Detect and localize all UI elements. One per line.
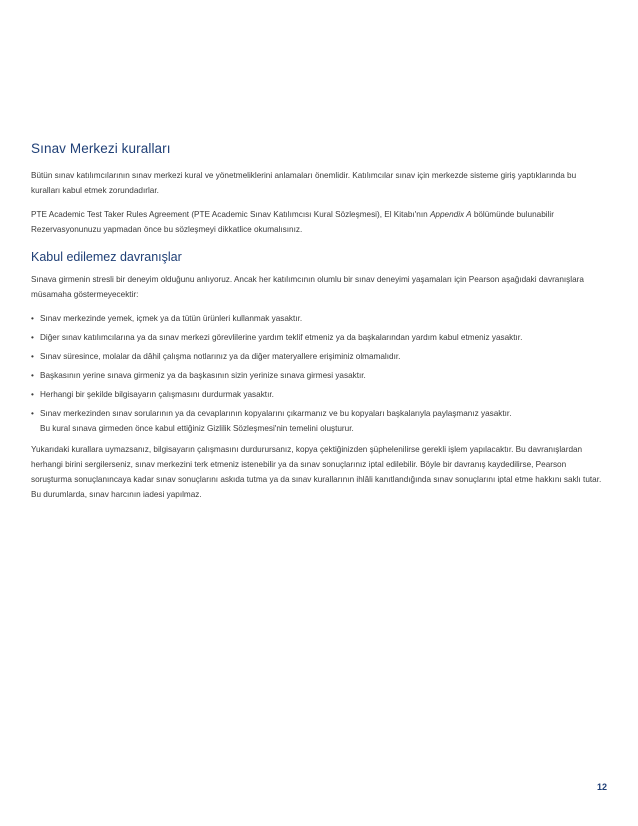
rules-list <box>31 311 603 436</box>
consequences-paragraph: Yukarıdaki kurallara uymazsanız, bilgisayarın çalışmasını durdurursanız, kopya çektiğinizden şüphelenilirse gerekli işlem yapılacaktır. Bu davranışlardan herhangi birini sergilerseniz, sınav merkezini terk etmeniz istenebilir ya da sınav sonuçlarınız iptal edilebilir. Böyle bir davranış kaydedilirse, Pearson soruşturma sonuçlanıncaya kadar sınav sonuçlarını askıda tutma ya da sınav kurallarının ihlâli kanıtlandığında sınav sonuçlarını iptal etme hakkını saklı tutar. Bu durumlarda, sınav harcının iadesi yapılmaz. <box>31 445 602 499</box>
rule-note: Bu kural sınava girmeden önce kabul ettiğiniz Gizlilik Sözleşmesi'nin temelini oluşturur. <box>40 424 354 433</box>
rule-text: Sınav süresince, molalar da dâhil çalışma notlarınız ya da diğer materyallere erişiminiz olmamalıdır. <box>40 352 401 361</box>
rule-item <box>31 311 603 326</box>
bullet-icon: • <box>31 390 34 399</box>
bullet-icon: • <box>31 352 34 361</box>
rule-item <box>31 330 603 345</box>
intro-paragraph: Bütün sınav katılımcılarının sınav merkezi kural ve yönetmeliklerini anlamaları önemlidir. Katılımcılar sınav için merkezde sisteme giriş yaptıklarında bu kuralları kabul etmek zorundadırlar. <box>31 171 577 195</box>
rule-text: Diğer sınav katılımcılarına ya da sınav merkezi görevlilerine yardım teklif etmeniz ya da başkalarından yardım kabul etmeniz yasaktır. <box>40 333 523 342</box>
agreement-paragraph <box>31 207 603 237</box>
rule-text: Herhangi bir şekilde bilgisayarın çalışmasını durdurmak yasaktır. <box>40 390 274 399</box>
rule-item <box>31 368 603 383</box>
bullet-icon: • <box>31 371 34 380</box>
page-content <box>31 141 603 511</box>
behavior-intro-paragraph: Sınava girmenin stresli bir deneyim olduğunu anlıyoruz. Ancak her katılımcının olumlu bir sınav deneyimi yaşamaları için Pearson aşağıdaki davranışlara müsamaha göstermeyecektir: <box>31 275 584 299</box>
agreement-text-before: PTE Academic Test Taker Rules Agreement (PTE Academic Sınav Katılımcısı Kural Sözleşmesi), El Kitabı'nın <box>31 210 430 219</box>
bullet-icon: • <box>31 409 34 418</box>
rule-item <box>31 406 603 436</box>
appendix-reference: Appendix A <box>429 210 472 219</box>
rule-text: Sınav merkezinden sınav sorularının ya da cevaplarının kopyalarını çıkarmanız ve bu kopyaları başkalarıyla paylaşmanız yasaktır. <box>40 409 512 418</box>
rule-text: Sınav merkezinde yemek, içmek ya da tütün ürünleri kullanmak yasaktır. <box>40 314 303 323</box>
bullet-icon: • <box>31 333 34 342</box>
rule-item <box>31 387 603 402</box>
section-title: Sınav Merkezi kuralları <box>31 141 171 156</box>
rule-item <box>31 349 603 364</box>
bullet-icon: • <box>31 314 34 323</box>
agreement-text-after: bölümünde bulunabilir Rezervasyonunuzu yapmadan önce bu sözleşmeyi dikkatlice okumalısınız. <box>31 210 554 234</box>
rule-text: Başkasının yerine sınava girmeniz ya da başkasının sizin yerinize sınava girmesi yasaktır. <box>40 371 366 380</box>
section-subtitle: Kabul edilemez davranışlar <box>31 250 182 264</box>
page-number: 12 <box>596 782 607 792</box>
